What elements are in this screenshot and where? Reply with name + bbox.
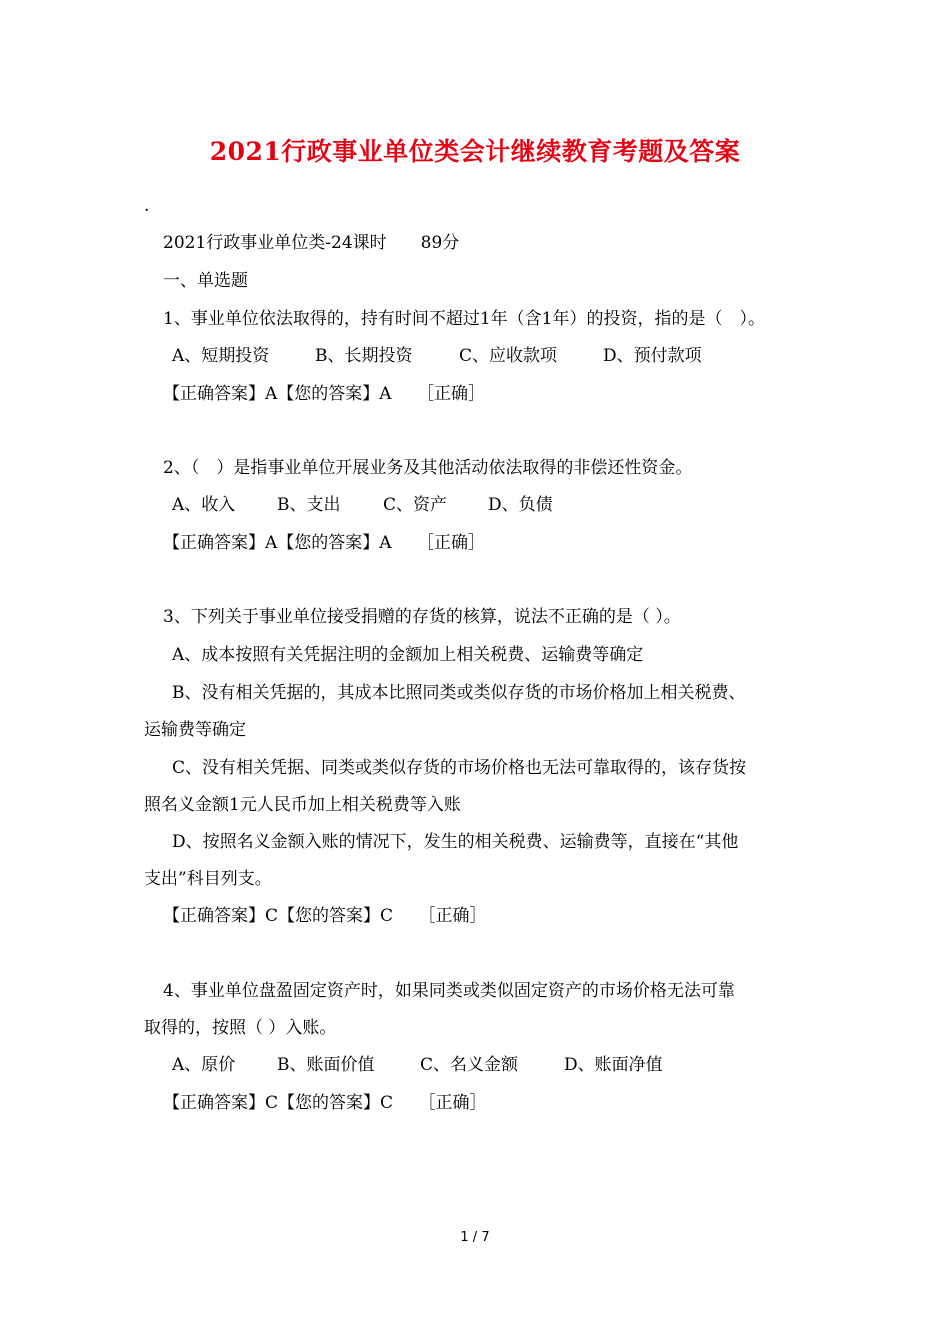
question-1-option-a: A、短期投资 — [172, 346, 270, 366]
question-4-option-d: D、账面净值 — [564, 1055, 663, 1075]
question-3-answer: 【正确答案】C【您的答案】C ［正确］ — [163, 906, 487, 926]
stray-dot: . — [144, 196, 150, 216]
question-4-option-c: C、名义金额 — [420, 1055, 519, 1075]
question-3-option-a: A、成本按照有关凭据注明的金额加上相关税费、运输费等确定 — [172, 645, 644, 665]
question-1-option-c: C、应收款项 — [459, 346, 558, 366]
question-1-option-b: B、长期投资 — [315, 346, 413, 366]
question-2-option-d: D、负债 — [488, 495, 553, 515]
question-2-option-a: A、收入 — [172, 495, 236, 515]
question-4-stem: 4、事业单位盘盈固定资产时，如果同类或类似固定资产的市场价格无法可靠 — [163, 981, 735, 1001]
course-info: 2021行政事业单位类-24课时 89分 — [163, 233, 460, 253]
question-1-option-d: D、预付款项 — [603, 346, 702, 366]
question-3-option-d-cont: 支出”科目列支。 — [144, 869, 272, 889]
question-4-answer: 【正确答案】C【您的答案】C ［正确］ — [163, 1093, 487, 1113]
section-heading: 一、单选题 — [163, 271, 248, 291]
question-2-stem: 2、（ ）是指事业单位开展业务及其他活动依法取得的非偿还性资金。 — [163, 458, 693, 478]
question-3-option-b-cont: 运输费等确定 — [144, 720, 246, 740]
question-3-option-b: B、没有相关凭据的，其成本比照同类或类似存货的市场价格加上相关税费、 — [172, 683, 746, 703]
question-2-answer: 【正确答案】A【您的答案】A ［正确］ — [163, 533, 486, 553]
question-3-option-c: C、没有相关凭据、同类或类似存货的市场价格也无法可靠取得的，该存货按 — [172, 758, 747, 778]
question-4-option-b: B、账面价值 — [277, 1055, 375, 1075]
question-2-option-c: C、资产 — [383, 495, 448, 515]
question-1-stem: 1、事业单位依法取得的，持有时间不超过1年（含1年）的投资，指的是（ ）。 — [163, 309, 765, 329]
question-3-stem: 3、下列关于事业单位接受捐赠的存货的核算，说法不正确的是（ ）。 — [163, 607, 681, 627]
question-3-option-c-cont: 照名义金额1元人民币加上相关税费等入账 — [144, 795, 461, 815]
question-2-option-b: B、支出 — [277, 495, 341, 515]
page-number: 1 / 7 — [460, 1230, 490, 1245]
question-1-answer: 【正确答案】A【您的答案】A ［正确］ — [163, 384, 486, 404]
question-3-option-d: D、按照名义金额入账的情况下，发生的相关税费、运输费等，直接在“其他 — [172, 832, 739, 852]
question-4-stem-cont: 取得的，按照（ ）入账。 — [144, 1018, 337, 1038]
document-title: 2021行政事业单位类会计继续教育考题及答案 — [209, 137, 741, 166]
question-4-option-a: A、原价 — [172, 1055, 236, 1075]
